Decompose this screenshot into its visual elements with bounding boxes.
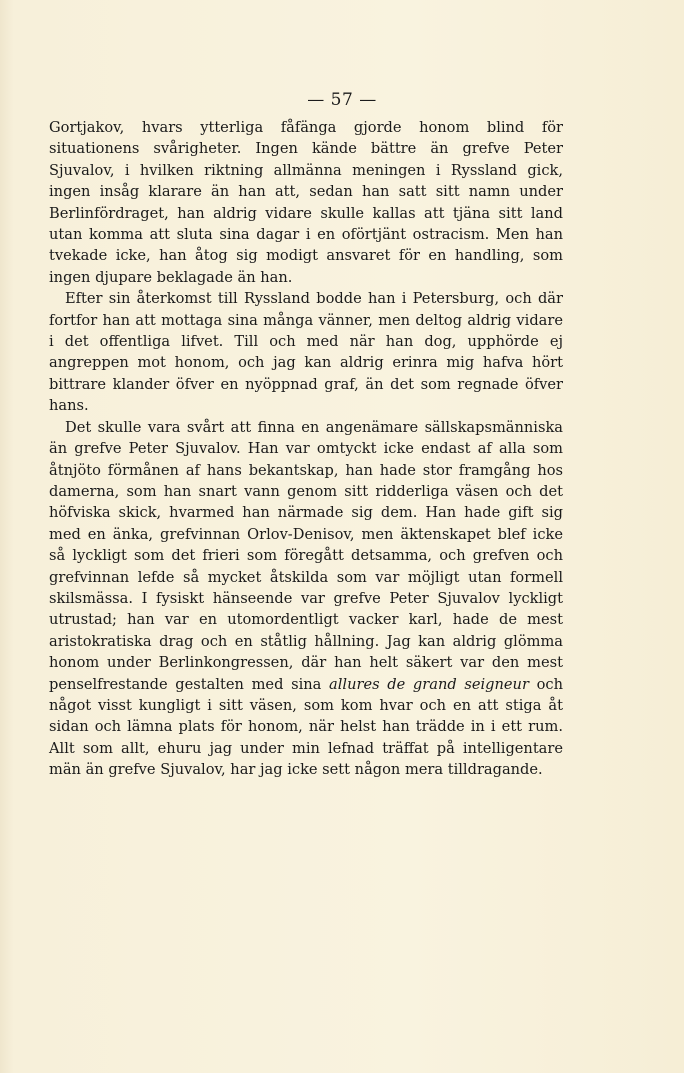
paragraph-1: Gortjakov, hvars ytterliga fåfänga gjorde honom blind för situationens svårigheter. Ingen kände bättre än grefve Peter Sjuvalov, i hvilken riktning allmänna meningen i Ryssland gick, ingen insåg klarare än han att, sedan han satt sitt namn under Berlinfördraget, han aldrig vidare skulle kallas att tjäna sitt land utan komma att sluta sina dagar i en oförtjänt ostracism. Men han tvekade icke, han åtog sig modigt ansvaret för en handling, som ingen djupare beklagade än han. xyxy=(49,119,563,286)
paragraph-3-text-end: och något visst kungligt i sitt väsen, som kom hvar och en att stiga åt sidan och lämna plats för honom, när helst han trädde in i ett rum. Allt som allt, ehuru jag under min lefnad träffat på intelligentare män än grefve Sjuvalov, har jag icke sett någon mera tilldragande. xyxy=(49,675,563,779)
paragraph-2: Efter sin återkomst till Ryssland bodde han i Petersburg, och där fortfor han att mottaga sina många vänner, men deltog aldrig vidare i det offentliga lifvet. Till och med när han dog, upphörde ej angreppen mot honom, och jag kan aldrig erinra mig hafva hört bittrare klander öfver en nyöppnad graf, än det som regnade öfver hans. xyxy=(49,290,563,415)
paragraph-3 xyxy=(49,417,563,781)
page-number: — 57 — xyxy=(307,90,377,110)
paragraph-3-text-start: Det skulle vara svårt att finna en angenämare sällskapsmänniska än grefve Peter Sjuvalov. Han var omtyckt icke endast af alla som åtnjöto förmånen af hans bekantskap, han hade stor framgång hos damerna, som han snart vann genom sitt ridderliga väsen och det höfviska skick, hvarmed han närmade sig dem. Han hade gift sig med en änka, grefvinnan Orlov-Denisov, men äktenskapet blef icke så lyckligt som det frieri som föregått detsamma, och grefven och grefvinnan lefde så mycket åtskilda som var möjligt utan formell skilsmässa. I fysiskt hänseende var grefve Peter Sjuvalov lyckligt utrustad; han var en utomordentligt vacker karl, hade de mest aristokratiska drag och en ståtlig hållning. Jag kan aldrig glömma honom under Berlinkongressen, där han helt säkert var den mest penselfrestande gestalten med sina xyxy=(49,418,563,693)
body-text xyxy=(49,117,563,781)
paragraph-3-italic-phrase: allures de grand seigneur xyxy=(329,675,529,693)
